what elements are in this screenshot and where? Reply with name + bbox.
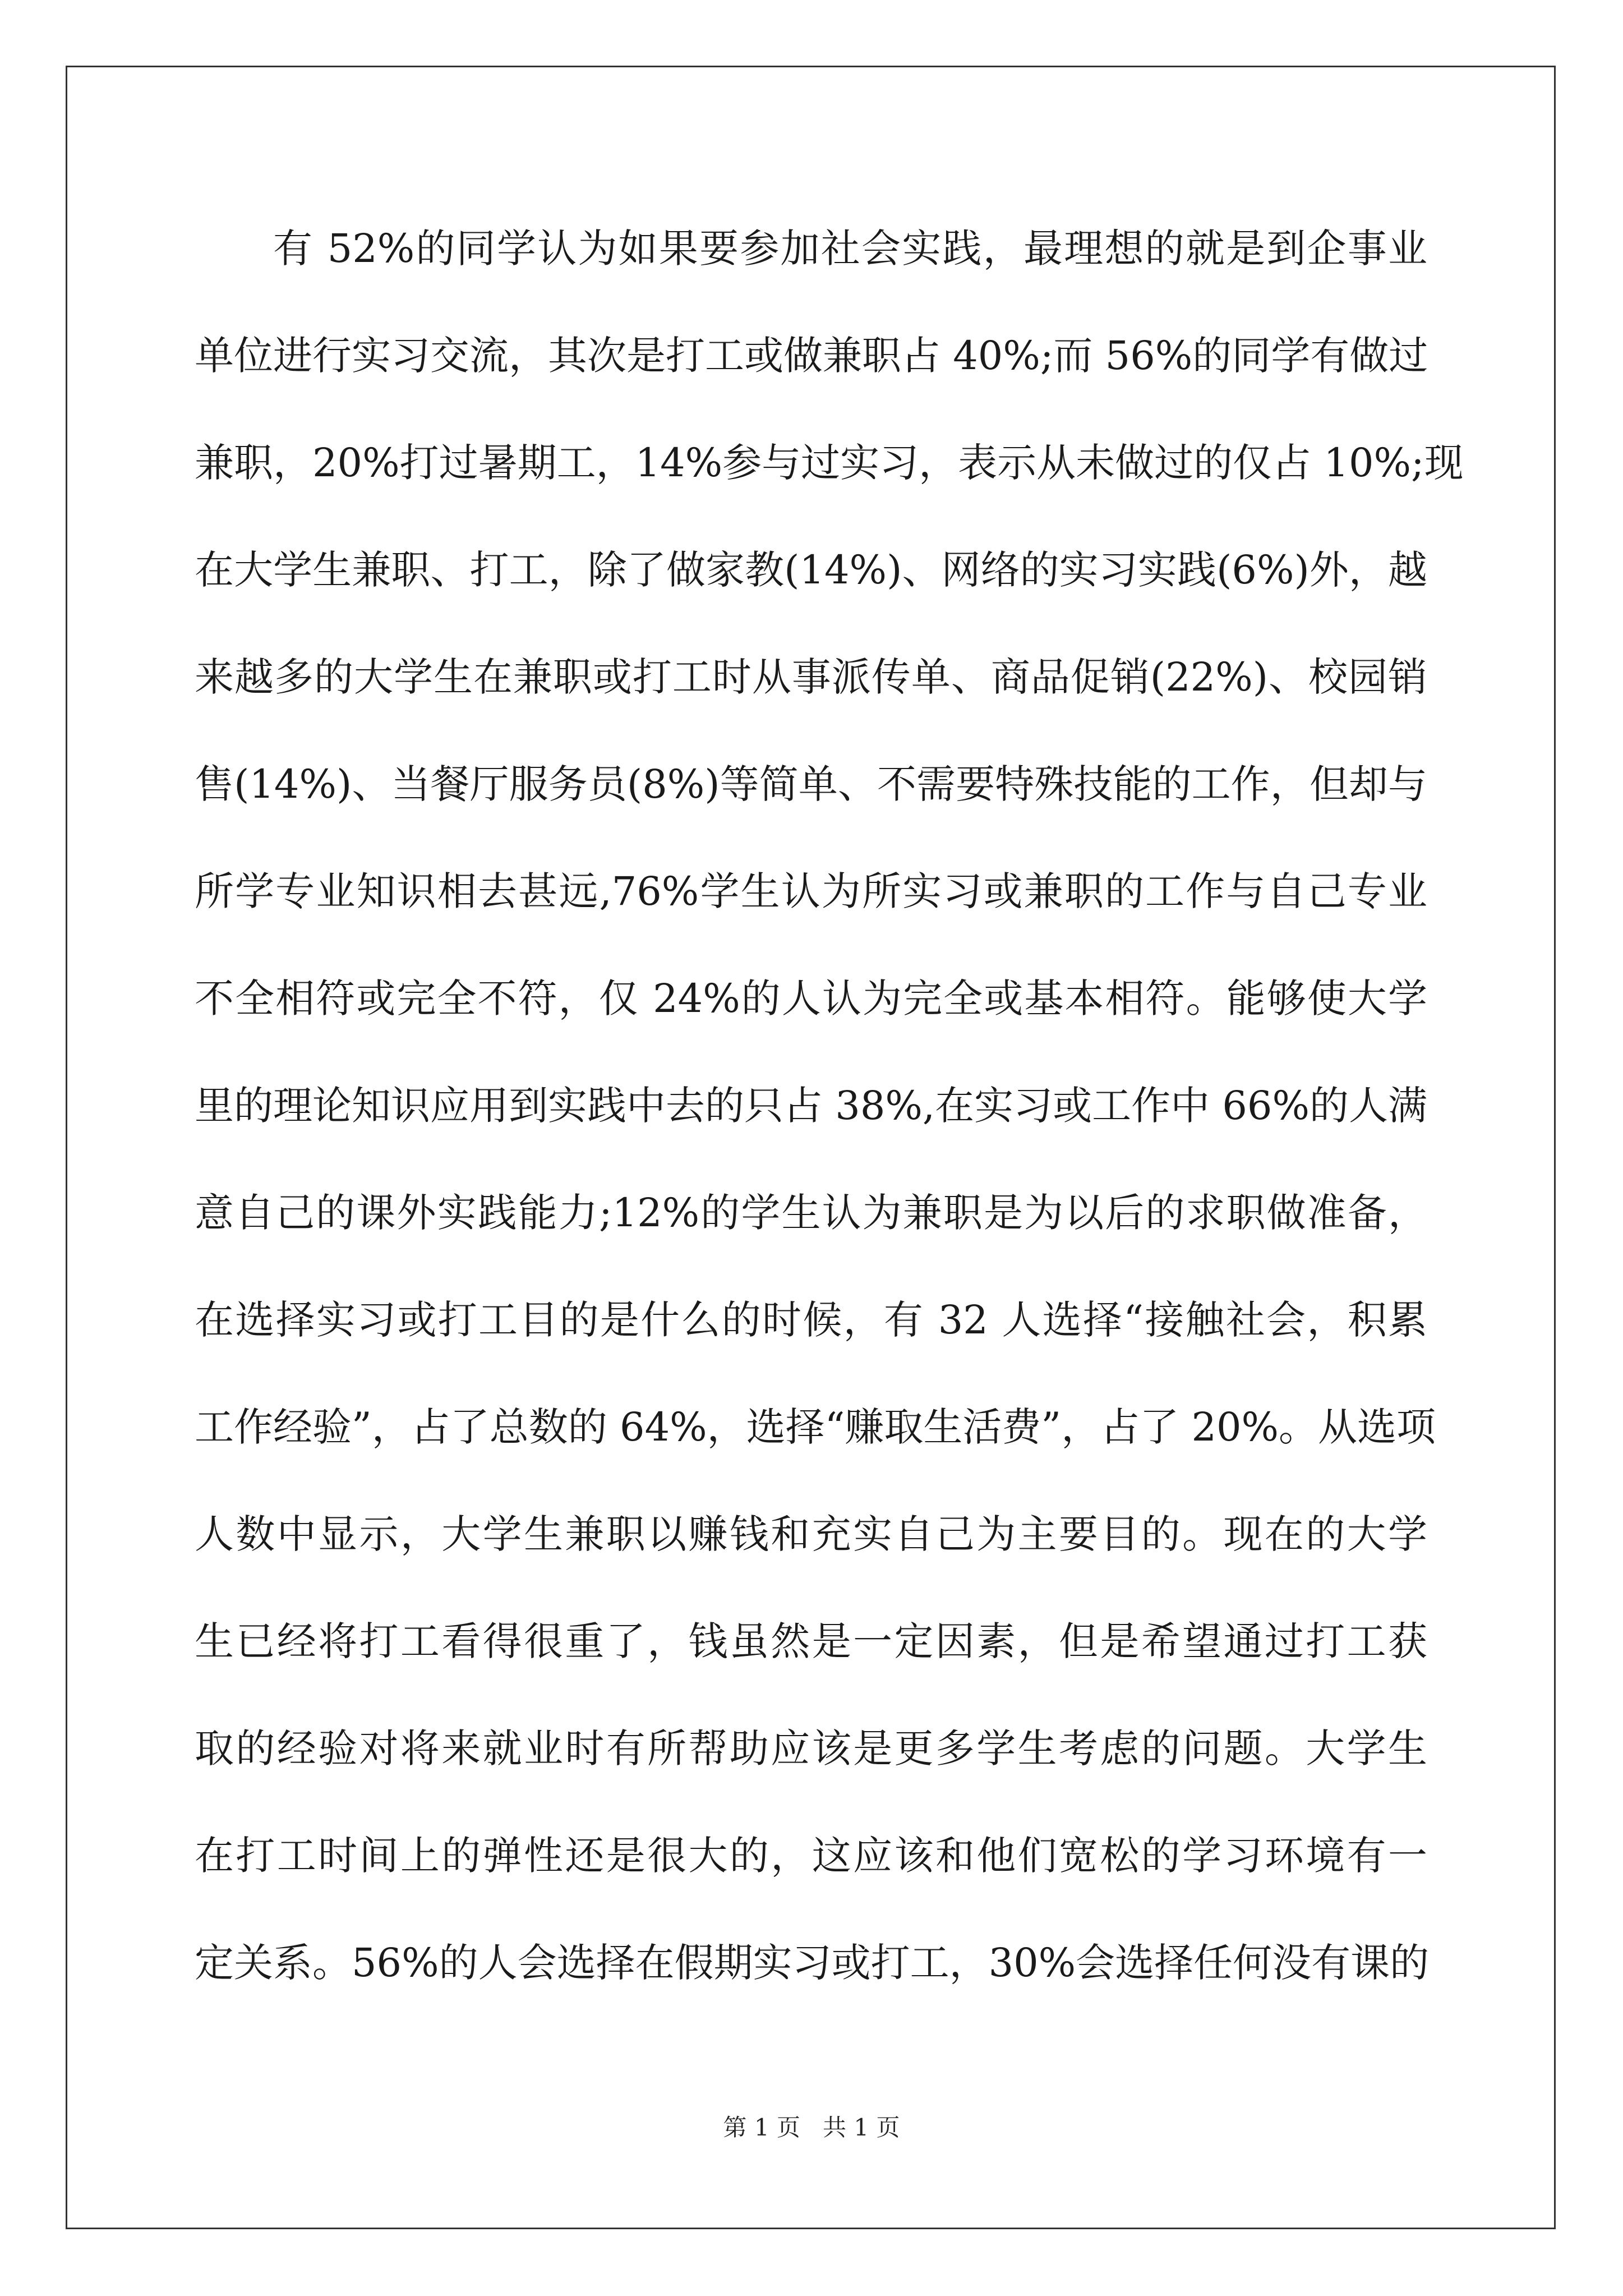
text-line: 单位进行实习交流，其次是打工或做兼职占 40%;而 56%的同学有做过 (195, 333, 1428, 379)
text-line: 取的经验对将来就业时有所帮助应该是更多学生考虑的问题。大学生 (195, 1726, 1427, 1772)
text-line: 定关系。56%的人会选择在假期实习或打工，30%会选择任何没有课的 (195, 1940, 1430, 1986)
text-line: 在大学生兼职、打工，除了做家教(14%)、网络的实习实践(6%)外，越 (195, 547, 1427, 593)
body-paragraph (195, 215, 1464, 2036)
text-line: 在选择实习或打工目的是什么的时候，有 32 人选择“接触社会，积累 (195, 1297, 1427, 1343)
text-line: 意自己的课外实践能力;12%的学生认为兼职是为以后的求职做准备， (195, 1190, 1427, 1236)
text-line: 兼职，20%打过暑期工，14%参与过实习，表示从未做过的仅占 10%;现 (195, 440, 1464, 486)
text-line: 生已经将打工看得很重了，钱虽然是一定因素，但是希望通过打工获 (195, 1618, 1427, 1664)
text-line: 不全相符或完全不符，仅 24%的人认为完全或基本相符。能够使大学 (195, 976, 1427, 1022)
text-line: 工作经验”，占了总数的 64%，选择“赚取生活费”，占了 20%。从选项 (195, 1404, 1436, 1450)
text-line: 在打工时间上的弹性还是很大的，这应该和他们宽松的学习环境有一 (195, 1833, 1427, 1879)
text-line: 人数中显示，大学生兼职以赚钱和充实自己为主要目的。现在的大学 (195, 1511, 1427, 1557)
page-number-footer: 第 1 页 共 1 页 (723, 2114, 900, 2141)
text-line: 售(14%)、当餐厅服务员(8%)等简单、不需要特殊技能的工作，但却与 (195, 761, 1427, 807)
text-line: 有 52%的同学认为如果要参加社会实践，最理想的就是到企事业 (273, 226, 1427, 272)
text-line: 里的理论知识应用到实践中去的只占 38%,在实习或工作中 66%的人满 (195, 1083, 1427, 1129)
text-line: 所学专业知识相去甚远,76%学生认为所实习或兼职的工作与自己专业 (195, 868, 1427, 914)
text-line: 来越多的大学生在兼职或打工时从事派传单、商品促销(22%)、校园销 (195, 654, 1427, 700)
